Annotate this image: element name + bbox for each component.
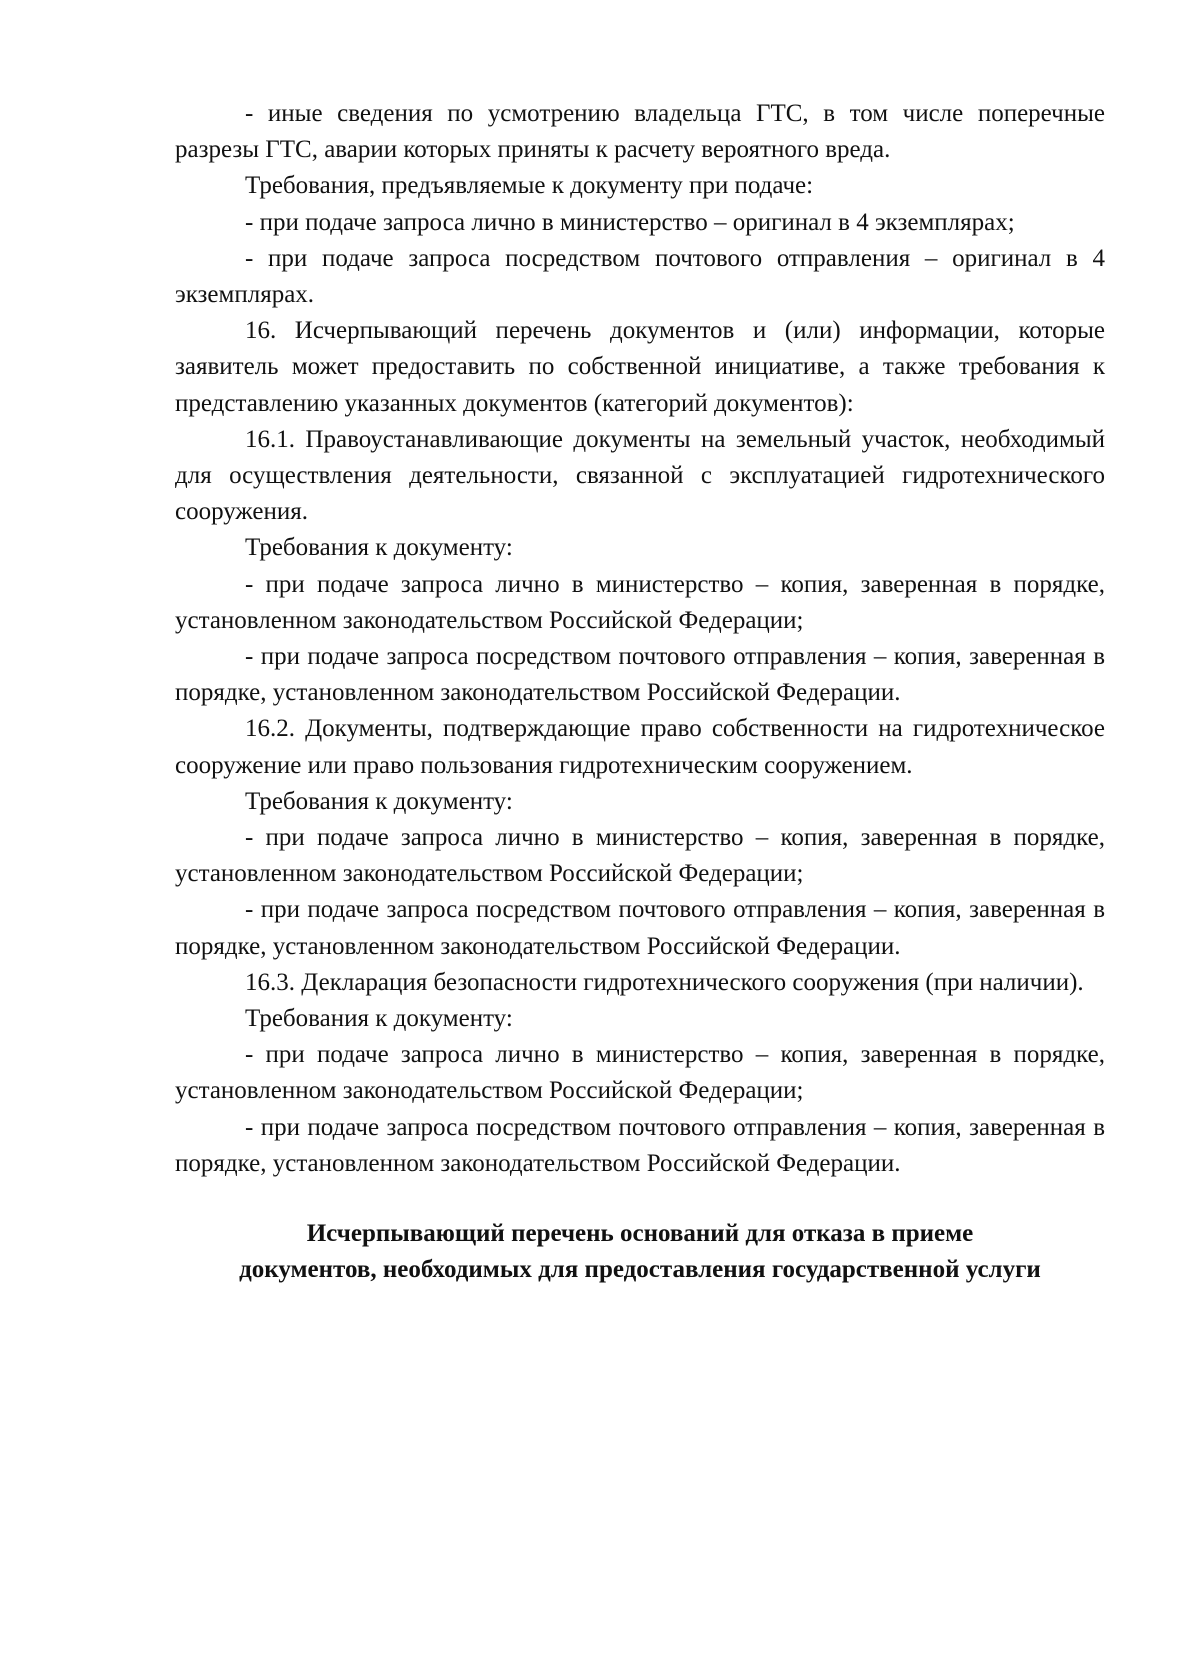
section-heading-line-1: Исчерпывающий перечень оснований для отказа в приеме xyxy=(306,1220,974,1248)
paragraph-16-1-postal: - при подаче запроса посредством почтового отправления – копия, заверенная в порядке, установленном законодательством Российской Федерации. xyxy=(175,643,1105,707)
paragraph-requirements-16-3: Требования к документу: xyxy=(245,1005,513,1033)
paragraph-postal-original: - при подаче запроса посредством почтового отправления – оригинал в 4 экземплярах. xyxy=(175,244,1105,309)
paragraph-in-person-original: - при подаче запроса лично в министерство – оригинал в 4 экземплярах; xyxy=(245,208,1015,236)
paragraph-requirements-16-2: Требования к документу: xyxy=(245,787,513,815)
document-page xyxy=(175,96,1105,1289)
paragraph-16-1-in-person: - при подаче запроса лично в министерство – копия, заверенная в порядке, установленном законодательством Российской Федерации; xyxy=(175,570,1105,634)
section-heading-line-2: документов, необходимых для предоставления государственной услуги xyxy=(239,1256,1041,1284)
paragraph-other-info: - иные сведения по усмотрению владельца ГТС, в том числе поперечные разрезы ГТС, аварии которых приняты к расчету вероятного вреда. xyxy=(175,100,1105,164)
paragraph-requirements-16-1: Требования к документу: xyxy=(245,534,513,562)
paragraph-item-16-1: 16.1. Правоустанавливающие документы на земельный участок, необходимый для осуществления деятельности, связанной с эксплуатацией гидротехнического сооружения. xyxy=(175,425,1105,526)
paragraph-16-3-postal: - при подаче запроса посредством почтового отправления – копия, заверенная в порядке, установленном законодательством Российской Федерации. xyxy=(175,1113,1105,1177)
paragraph-16-2-postal: - при подаче запроса посредством почтового отправления – копия, заверенная в порядке, установленном законодательством Российской Федерации. xyxy=(175,896,1105,960)
paragraph-16-2-in-person: - при подаче запроса лично в министерство – копия, заверенная в порядке, установленном законодательством Российской Федерации; xyxy=(175,824,1105,888)
paragraph-item-16-3: 16.3. Декларация безопасности гидротехнического сооружения (при наличии). xyxy=(245,968,1084,996)
paragraph-requirements-submission: Требования, предъявляемые к документу при подаче: xyxy=(245,172,814,200)
paragraph-16-3-in-person: - при подаче запроса лично в министерство – копия, заверенная в порядке, установленном законодательством Российской Федерации; xyxy=(175,1041,1105,1105)
paragraph-item-16: 16. Исчерпывающий перечень документов и (или) информации, которые заявитель может предоставить по собственной инициативе, а также требования к представлению указанных документов (категорий документов): xyxy=(175,317,1105,417)
paragraph-item-16-2: 16.2. Документы, подтверждающие право собственности на гидротехническое сооружение или право пользования гидротехническим сооружением. xyxy=(175,715,1105,779)
section-heading xyxy=(175,1216,1105,1288)
